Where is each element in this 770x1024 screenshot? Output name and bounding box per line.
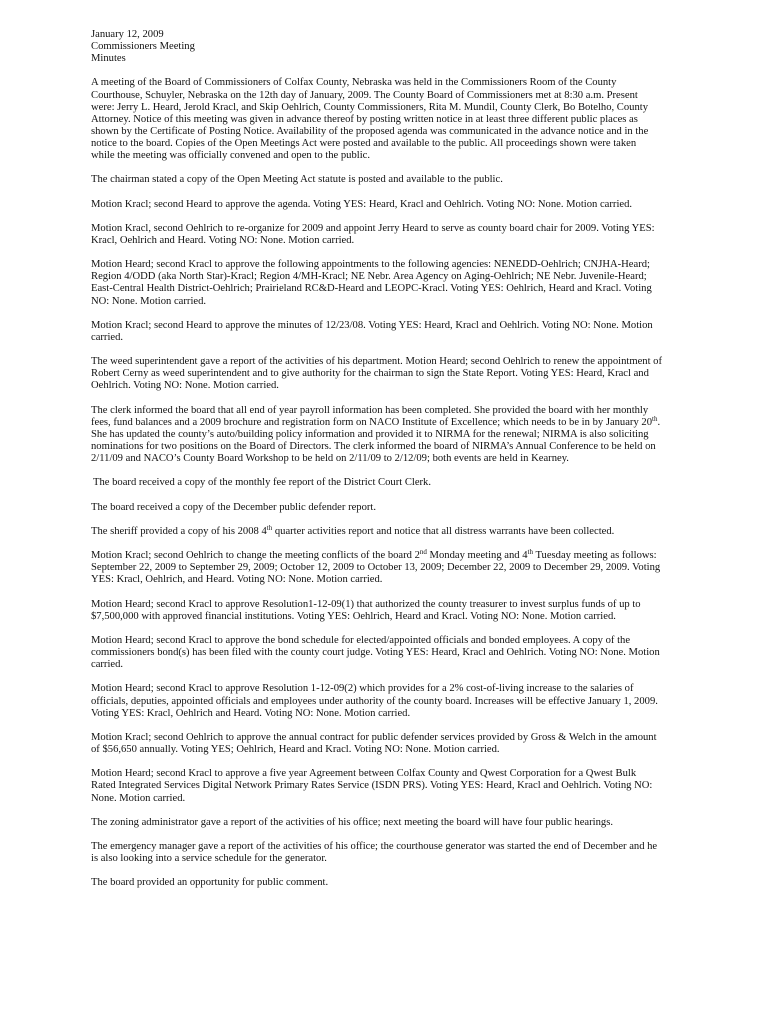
meeting-change-text-3: Tuesday meeting as follows: September 22, 2009 to September 29, 2009; October 12, 2009 to October 13, 2009; December 22, 2009 to December 29, 2009. Voting YES: Kracl, Oehlrich, and Heard. Voting NO: None. Motion carried.	[91, 550, 661, 586]
meeting-change-text-2: Monday meeting and 4	[426, 550, 528, 562]
paragraph-reorganize: Motion Kracl, second Oehlrich to re-organize for 2009 and appoint Jerry Heard to serve as county board chair for 2009. Voting YES: Kracl, Oehlrich and Heard. Voting NO: None. Motion carried.	[91, 222, 655, 246]
document-title: Commissioners Meeting	[91, 41, 195, 53]
paragraph-qwest-agreement: Motion Heard; second Kracl to approve a five year Agreement between Colfax County and Qwest Corporation for a Qwest Bulk Rated Integrated Services Digital Network Primary Rates Service (ISDN PRS). Voting YES: Heard, Kracl and Oehlrich. Voting NO: None. Motion carried.	[91, 768, 653, 804]
clerk-text-2: . She has updated the county’s auto/building policy information and provided it to NIRMA for the renewal; NIRMA is also soliciting nominations for two positions on the Board of Directors. The clerk informed the board of NIRMA’s Annual Conference to be held on 2/11/09 and NACO’s County Board Workshop to be held on 2/11/09 to 2/12/09; both events are held in Kearney.	[91, 416, 661, 465]
sheriff-text-2: quarter activities report and notice that all distress warrants have been collected.	[272, 525, 615, 537]
paragraph-zoning: The zoning administrator gave a report of the activities of his office; next meeting the board will have four public hearings.	[91, 816, 613, 828]
paragraph-opening: A meeting of the Board of Commissioners of Colfax County, Nebraska was held in the Commissioners Room of the County Courthouse, Schuyler, Nebraska on the 12th day of January, 2009. The County Board of Commissioners met at 8:30 a.m. Present were: Jerry L. Heard, Jerold Kracl, and Skip Oehlrich, County Commissioners, Rita M. Mundil, County Clerk, Bo Botelho, County Attorney. Notice of this meeting was given in advance thereof by posting written notice in at least three different public places as shown by the Certificate of Posting Notice. Availability of the proposed agenda was communicated in the advance notice and in the notice to the board. Copies of the Open Meetings Act were posted and available to the public. All proceedings shown were taken while the meeting was officially convened and open to the public.	[91, 77, 649, 162]
paragraph-sheriff-report	[91, 523, 662, 538]
paragraph-district-court: The board received a copy of the monthly fee report of the District Court Clerk.	[93, 477, 432, 489]
paragraph-emergency-manager: The emergency manager gave a report of the activities of his office; the courthouse generator was started the end of December and he is also looking into a service schedule for the generator.	[91, 841, 658, 865]
clerk-text-1: The clerk informed the board that all end of year payroll information has been completed. She provided the board with her monthly fees, fund balances and a 2009 brochure and registration form on NACO Institute of Excellence; which needs to be in by January 20	[91, 404, 653, 428]
paragraph-weed-superintendent: The weed superintendent gave a report of the activities of his department. Motion Heard; second Oehlrich to renew the appointment of Robert Cerny as weed superintendent and to give authority for the chairman to sign the State Report. Voting YES: Heard, Kracl and Oehlrich. Voting NO: None. Motion carried.	[91, 356, 662, 392]
paragraph-open-meeting-act: The chairman stated a copy of the Open Meeting Act statute is posted and available to the public.	[91, 174, 503, 186]
paragraph-public-comment: The board provided an opportunity for public comment.	[91, 877, 329, 889]
paragraph-public-defender: The board received a copy of the December public defender report.	[91, 501, 377, 513]
meeting-date: January 12, 2009	[91, 29, 164, 40]
document-subtitle: Minutes	[91, 53, 126, 65]
paragraph-resolution-1: Motion Heard; second Kracl to approve Resolution1-12-09(1) that authorized the county treasurer to invest surplus funds of up to $7,500,000 with approved financial institutions. Voting YES: Oehlrich, Heard and Kracl. Voting NO: None. Motion carried.	[91, 598, 641, 622]
paragraph-minutes-approval: Motion Kracl; second Heard to approve the minutes of 12/23/08. Voting YES: Heard, Kracl and Oehlrich. Voting NO: None. Motion carried.	[91, 319, 653, 343]
paragraph-appointments: Motion Heard; second Kracl to approve the following appointments to the following agencies: NENEDD-Oehlrich; CNJHA-Heard; Region 4/ODD (aka North Star)-Kracl; Region 4/MH-Kracl; NE Nebr. Area Agency on Aging-Oehlrich; NE Nebr. Juvenile-Heard; East-Central Health District-Oehlrich; Prairieland RC&D-Heard and LEOPC-Kracl. Voting YES: Oehlrich, Heard and Kracl. Voting NO: None. Motion carried.	[91, 259, 652, 307]
sheriff-text-1: The sheriff provided a copy of his 2008 4	[91, 525, 267, 537]
paragraph-public-defender-contract: Motion Kracl; second Oehlrich to approve the annual contract for public defender services provided by Gross & Welch in the amount of $56,650 annually. Voting YES; Oehlrich, Heard and Kracl. Voting NO: None. Motion carried.	[91, 731, 657, 756]
paragraph-bond-schedule: Motion Heard; second Kracl to approve the bond schedule for elected/appointed officials and bonded employees. A copy of the commissioners bond(s) has been filed with the county court judge. Voting YES: Heard, Kracl and Oehlrich. Voting NO: None. Motion carried.	[91, 635, 660, 671]
paragraph-meeting-change	[91, 550, 662, 586]
paragraph-clerk-report	[91, 405, 662, 465]
meeting-change-text-1: Motion Kracl; second Oehlrich to change the meeting conflicts of the board 2	[91, 550, 420, 562]
clerk-superscript: th	[652, 414, 658, 423]
sheriff-superscript: th	[266, 523, 273, 532]
document-header	[91, 29, 662, 65]
meeting-change-sup-2: th	[527, 548, 533, 557]
meeting-change-sup-1: nd	[419, 548, 427, 557]
paragraph-resolution-2: Motion Heard; second Kracl to approve Resolution 1-12-09(2) which provides for a 2% cost-of-living increase to the salaries of officials, deputies, appointed officials and employees under authority of the county board. Increases will be effective January 1, 2009. Voting YES: Kracl, Oehlrich and Heard. Voting NO: None. Motion carried.	[91, 683, 658, 719]
paragraph-approve-agenda: Motion Kracl; second Heard to approve the agenda. Voting YES: Heard, Kracl and Oehlrich. Voting NO: None. Motion carried.	[91, 198, 633, 210]
